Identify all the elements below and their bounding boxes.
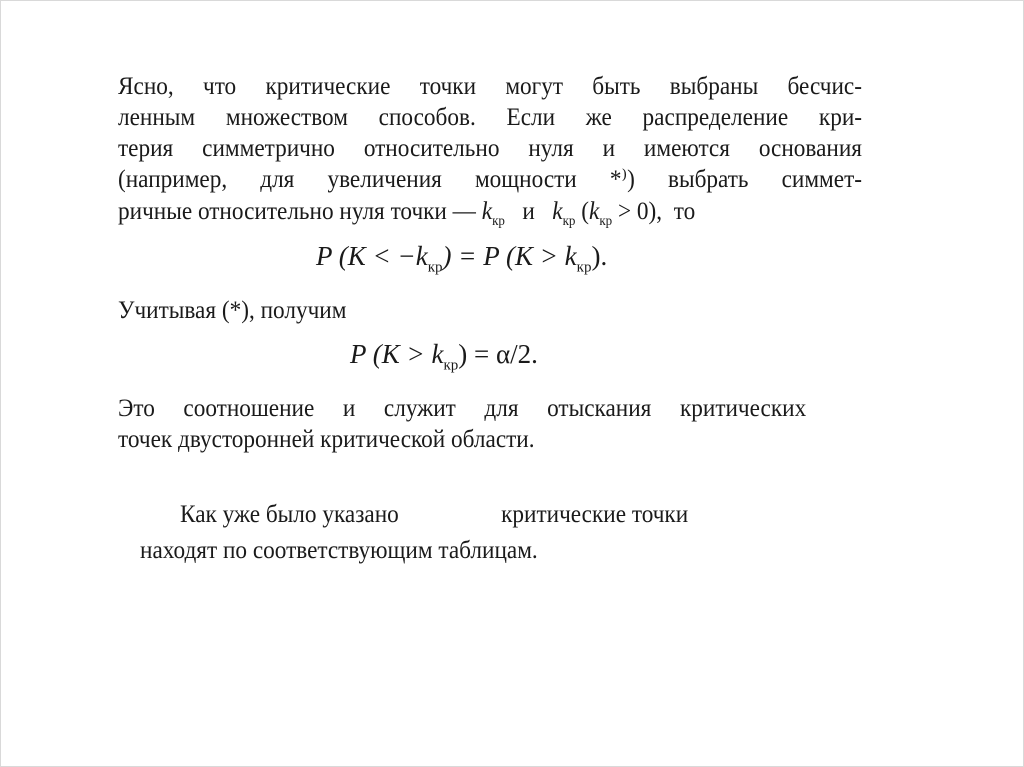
paragraph1-line2: ленным множеством способов. Если же распределение кри- xyxy=(118,104,862,131)
paragraph4-line2: находят по соответствующим таблицам. xyxy=(140,537,538,564)
paragraph2: Учитывая (*), получим xyxy=(118,297,347,324)
formula1-middle: ) = P (K > k xyxy=(442,241,577,271)
formula2-right: ) = α/2. xyxy=(458,339,538,369)
paragraph4-part-b: критические точки xyxy=(501,501,689,528)
line5-k2-sub: кр xyxy=(562,214,576,229)
formula-2 xyxy=(350,338,538,381)
line5-k-sub: кр xyxy=(492,214,505,229)
line5-cond: > 0), xyxy=(617,198,663,225)
formula1-sub1: кр xyxy=(427,259,443,276)
line5-k: k xyxy=(481,198,493,225)
paragraph4-part-a: Как уже было указано xyxy=(180,501,399,528)
paragraph3-line1: Это соотношение и служит для отыскания критических xyxy=(118,395,807,422)
formula2-left: P (K > k xyxy=(350,339,444,369)
formula1-sub2: кр xyxy=(576,259,592,276)
formula1-right: ). xyxy=(591,241,608,271)
paragraph4-line1 xyxy=(180,500,688,530)
line5-text: ричные относительно нуля точки — xyxy=(118,198,476,225)
formula-1 xyxy=(316,240,607,283)
paragraph1-line5 xyxy=(118,197,695,237)
paragraph3-line2: точек двусторонней критической области. xyxy=(118,426,535,453)
formula1-left: P (K < −k xyxy=(316,241,428,271)
paragraph1-line4: (например, для увеличения мощности *⁾) выбрать симмет- xyxy=(118,166,862,193)
paragraph1-line3: терия симметрично относительно нуля и имеются основания xyxy=(118,135,862,162)
formula2-sub: кр xyxy=(443,357,459,374)
line5-paren: ( xyxy=(581,198,590,225)
line5-k3: k xyxy=(589,198,600,225)
line5-k3-sub: кр xyxy=(599,214,613,229)
line5-k2: k xyxy=(552,198,563,225)
paragraph1-line1: Ясно, что критические точки могут быть выбраны бесчис- xyxy=(118,73,862,100)
line5-end: то xyxy=(673,198,696,225)
line5-and: и xyxy=(522,198,535,225)
